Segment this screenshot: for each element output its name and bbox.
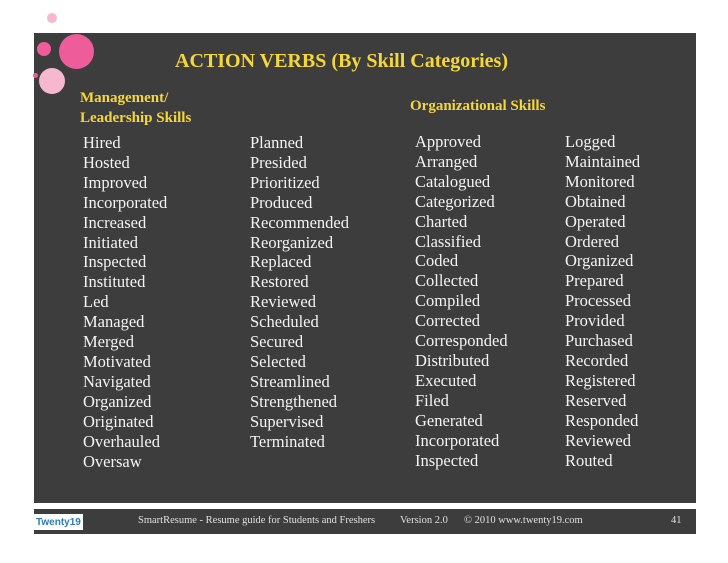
verb-item: Selected — [250, 351, 306, 371]
verb-item: Motivated — [83, 351, 151, 371]
verb-item: Recommended — [250, 212, 349, 232]
footer-version: Version 2.0 — [400, 515, 448, 526]
page-number: 41 — [671, 515, 682, 526]
decor-circle-medium — [37, 42, 51, 56]
logo-text: Twenty19 — [36, 516, 81, 528]
verb-item: Catalogued — [415, 171, 491, 191]
verb-item: Prioritized — [250, 172, 320, 192]
verb-item: Obtained — [565, 191, 626, 211]
twenty19-logo — [34, 514, 83, 530]
verb-item: Produced — [250, 192, 313, 212]
verb-item: Led — [83, 292, 109, 312]
verb-item: Recorded — [565, 350, 629, 370]
verb-column-1 — [83, 133, 167, 471]
verb-item: Supervised — [250, 411, 324, 431]
verb-item: Instituted — [83, 272, 146, 292]
verb-item: Filed — [415, 390, 449, 410]
verb-item: Restored — [250, 272, 309, 292]
verb-item: Streamlined — [250, 371, 330, 391]
verb-item: Operated — [565, 211, 626, 231]
verb-item: Arranged — [415, 151, 478, 171]
verb-item: Coded — [415, 251, 459, 271]
verb-item: Categorized — [415, 191, 495, 211]
verb-item: Oversaw — [83, 451, 142, 471]
decor-circle-tiny — [33, 73, 38, 78]
verb-item: Corrected — [415, 311, 481, 331]
verb-item: Generated — [415, 410, 483, 430]
verb-item: Incorporated — [83, 192, 168, 212]
verb-item: Organized — [83, 391, 152, 411]
verb-item: Reorganized — [250, 232, 334, 252]
verb-item: Distributed — [415, 350, 490, 370]
footer-bar — [34, 509, 696, 534]
verb-item: Prepared — [565, 271, 624, 291]
verb-item: Managed — [83, 312, 145, 332]
verb-item: Hosted — [83, 152, 130, 172]
verb-item: Originated — [83, 411, 154, 431]
verb-item: Planned — [250, 133, 304, 152]
verb-item: Organized — [565, 251, 634, 271]
verb-item: Increased — [83, 212, 147, 232]
decor-circle-small — [47, 13, 57, 23]
verb-item: Compiled — [415, 291, 481, 311]
verb-item: Merged — [83, 332, 135, 352]
verb-item: Replaced — [250, 252, 312, 272]
verb-item: Reserved — [565, 390, 627, 410]
footer-guide-text: SmartResume - Resume guide for Students and Freshers — [138, 515, 376, 526]
verb-item: Processed — [565, 291, 631, 311]
verb-item: Navigated — [83, 371, 151, 391]
page-title: ACTION VERBS (By Skill Categories) — [175, 50, 508, 72]
verb-item: Improved — [83, 172, 148, 192]
category-management — [80, 88, 191, 128]
verb-item: Ordered — [565, 231, 620, 251]
verb-item: Executed — [415, 370, 477, 390]
category-organizational: Organizational Skills — [410, 98, 546, 114]
category-management-label: Management/ Leadership Skills — [80, 90, 192, 126]
verb-column-4 — [565, 132, 640, 470]
verb-item: Secured — [250, 332, 304, 352]
verb-item: Maintained — [565, 151, 641, 171]
verb-item: Scheduled — [250, 312, 319, 332]
verb-item: Hired — [83, 133, 121, 152]
verb-item: Registered — [565, 370, 636, 390]
verb-item: Monitored — [565, 171, 635, 191]
verb-item: Approved — [415, 132, 481, 151]
verb-item: Routed — [565, 450, 613, 470]
verb-item: Reviewed — [250, 292, 316, 312]
verb-item: Provided — [565, 311, 625, 331]
verb-item: Classified — [415, 231, 481, 251]
verb-item: Overhauled — [83, 431, 160, 451]
decor-circle-large — [59, 34, 94, 69]
verb-item: Incorporated — [415, 430, 500, 450]
verb-item: Corresponded — [415, 331, 508, 351]
verb-item: Purchased — [565, 331, 633, 351]
verb-item: Terminated — [250, 431, 325, 451]
verb-column-2 — [250, 133, 349, 452]
verb-item: Collected — [415, 271, 479, 291]
verb-column-3 — [415, 132, 508, 470]
verb-item: Responded — [565, 410, 639, 430]
verb-item: Charted — [415, 211, 468, 231]
verb-item: Presided — [250, 152, 307, 172]
verb-item: Inspected — [83, 252, 147, 272]
decor-circle-light — [39, 68, 65, 94]
verb-item: Inspected — [415, 450, 479, 470]
verb-item: Logged — [565, 132, 616, 151]
verb-item: Initiated — [83, 232, 138, 252]
verb-item: Strengthened — [250, 391, 338, 411]
footer-copyright: © 2010 www.twenty19.com — [464, 515, 583, 526]
verb-item: Reviewed — [565, 430, 631, 450]
